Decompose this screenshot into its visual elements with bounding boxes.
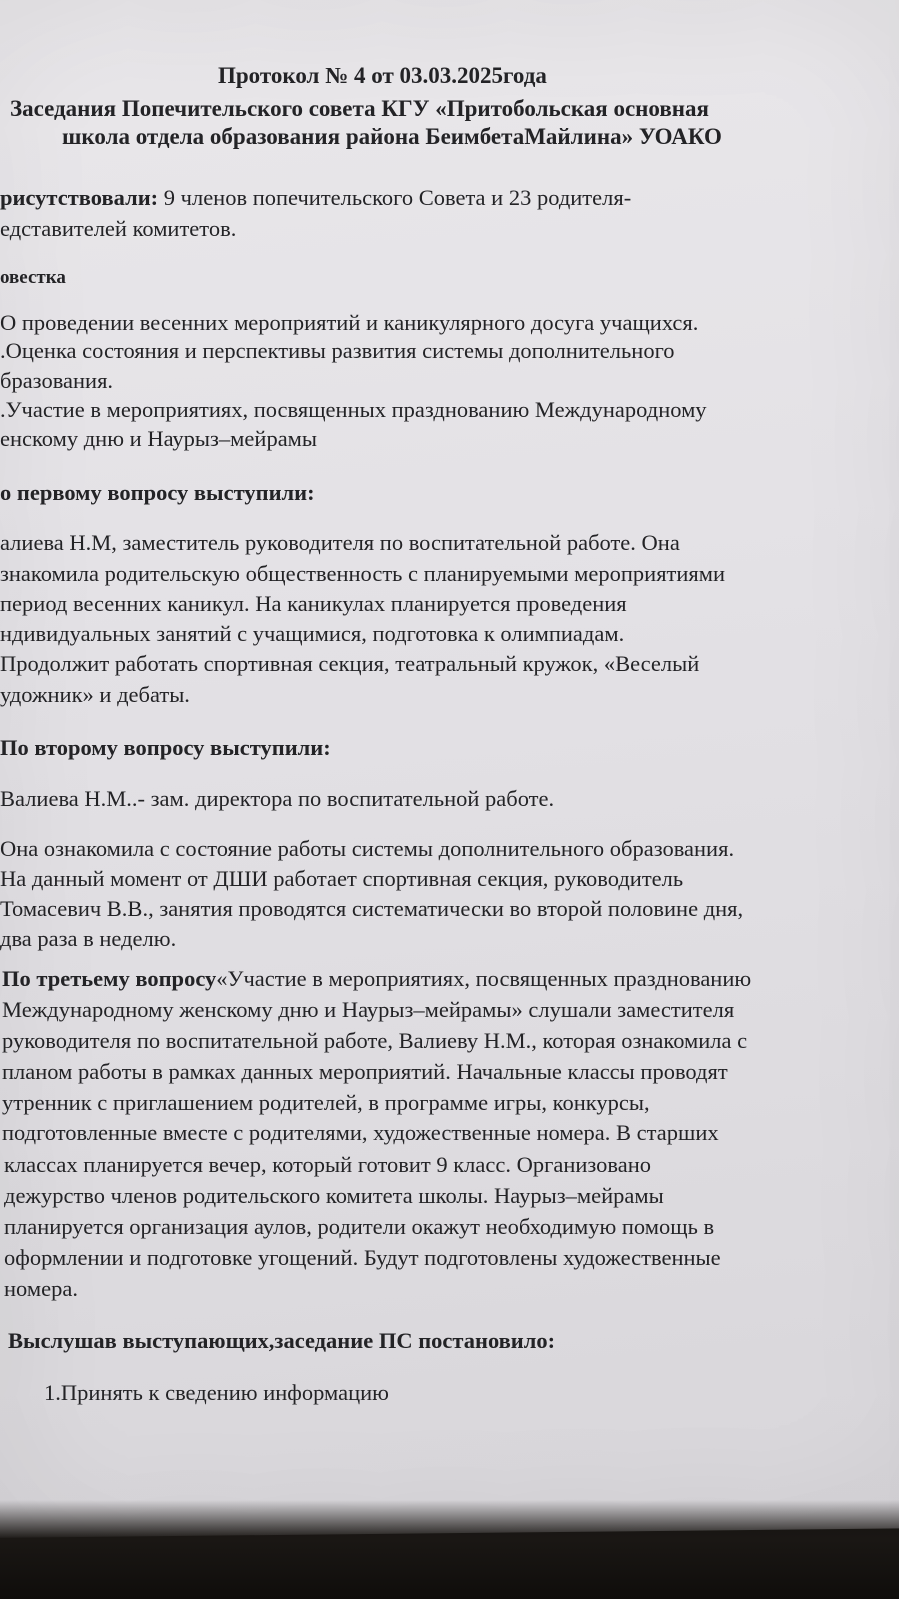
attendance-line2: едставителей комитетов.	[0, 216, 237, 241]
q3-line-10: оформлении и подготовке угощений. Будут подготовлены художественные	[4, 1245, 721, 1270]
q3-line-9: планируется организация аулов, родители окажут необходимую помощь в	[4, 1214, 715, 1239]
q2-line-3: Томасевич В.В., занятия проводятся систематически во второй половине дня,	[0, 896, 744, 921]
q2-line-1: Она ознакомила с состояние работы системы дополнительного образования.	[0, 836, 735, 861]
q3-line-2: Международному женскому дню и Наурыз–мейрамы» слушали заместителя	[2, 997, 735, 1022]
q3-line-11: номера.	[4, 1276, 78, 1301]
q1-line-2: знакомила родительскую общественность с планируемыми мероприятиями	[0, 561, 726, 586]
agenda-item-1: О проведении весенних мероприятий и каникулярного досуга учащихся.	[0, 310, 699, 335]
table-background	[0, 1500, 899, 1599]
protocol-title: Протокол № 4 от 03.03.2025года	[218, 63, 547, 88]
agenda-item-3b: енскому дню и Наурыз–мейрамы	[0, 426, 318, 451]
q2-line-2: На данный момент от ДШИ работает спортивная секция, руководитель	[0, 866, 684, 891]
agenda-item-2a: .Оценка состояния и перспективы развития системы дополнительного	[0, 338, 675, 363]
agenda-item-3a: .Участие в мероприятиях, посвященных празднованию Международному	[0, 397, 707, 422]
q3-line-4: планом работы в рамках данных мероприятий. Начальные классы проводят	[2, 1059, 728, 1084]
q2-line-4: два раза в неделю.	[0, 926, 177, 951]
resolution-heading: Выслушав выступающих,заседание ПС постановило:	[8, 1328, 556, 1353]
agenda-item-2b: бразования.	[0, 368, 114, 393]
meeting-title-line1: Заседания Попечительского совета КГУ «Притобольская основная	[10, 96, 709, 121]
q3-line-1-text: «Участие в мероприятиях, посвященных празднованию	[216, 966, 752, 991]
meeting-title-line2: школа отдела образования района БеимбетаМайлина» УОАКО	[62, 124, 722, 149]
q1-line-3: период весенних каникул. На каникулах планируется проведения	[0, 591, 627, 616]
q3-line-6: подготовленные вместе с родителями, художественные номера. В старших	[2, 1120, 719, 1145]
q3-line-7: классах планируется вечер, который готовит 9 класс. Организовано	[4, 1152, 652, 1177]
attendance-line1	[0, 187, 631, 210]
q1-line-4: ндивидуальных занятий с учащимися, подготовка к олимпиадам.	[0, 621, 625, 646]
attendance-label: рисутствовали:	[0, 185, 159, 210]
q1-line-5: Продолжит работать спортивная секция, театральный кружок, «Веселый	[0, 651, 700, 676]
attendance-text: 9 членов попечительского Совета и 23 родителя-	[158, 185, 632, 210]
q1-heading: о первому вопросу выступили:	[0, 480, 315, 505]
q3-line-1	[2, 968, 751, 991]
agenda-heading: овестка	[0, 267, 66, 288]
q3-line-5: утренник с приглашением родителей, в программе игры, конкурсы,	[2, 1090, 650, 1115]
q3-line-3: руководителя по воспитательной работе, Валиеву Н.М., которая ознакомила с	[2, 1028, 748, 1053]
resolution-item-1: 1.Принять к сведению информацию	[44, 1380, 389, 1405]
q3-heading: По третьему вопросу	[2, 966, 217, 991]
q1-line-6: удожник» и дебаты.	[0, 682, 190, 707]
q2-heading: По второму вопросу выступили:	[0, 735, 331, 760]
q2-speaker: Валиева Н.М..- зам. директора по воспитательной работе.	[0, 786, 555, 811]
q3-line-8: дежурство членов родительского комитета школы. Наурыз–мейрамы	[4, 1183, 664, 1208]
q1-line-1: алиева Н.М, заместитель руководителя по воспитательной работе. Она	[0, 530, 680, 555]
